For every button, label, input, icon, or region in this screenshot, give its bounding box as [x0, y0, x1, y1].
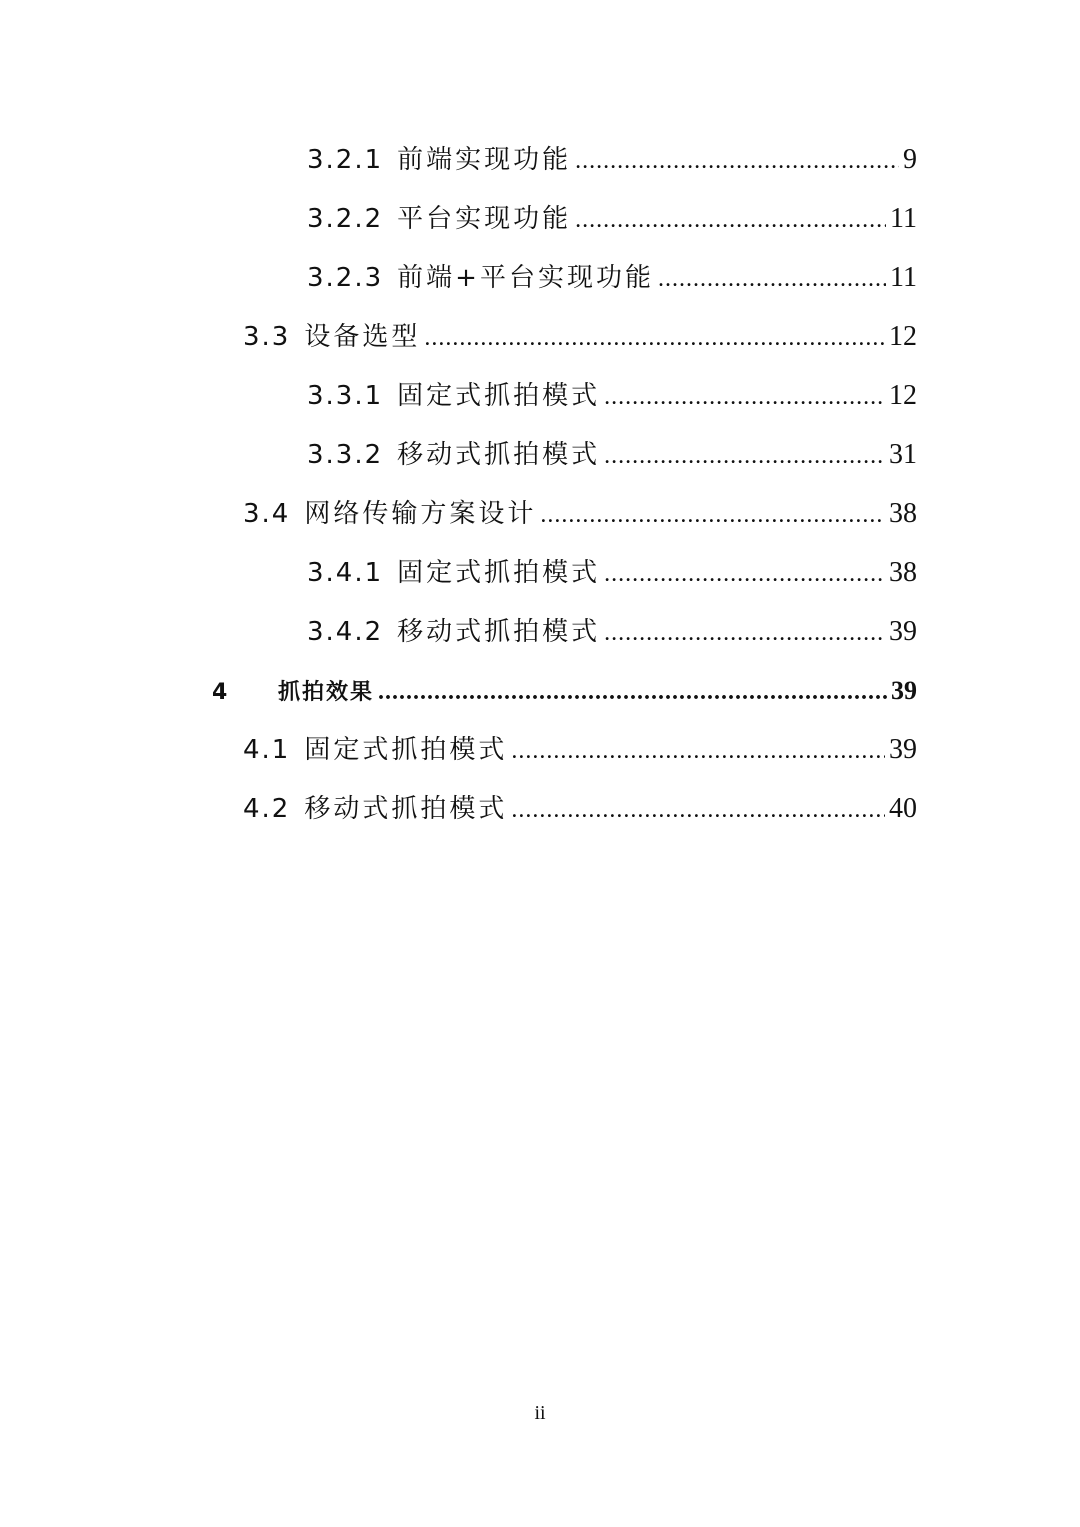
toc-dot-leader — [540, 495, 885, 535]
toc-dot-leader — [378, 672, 887, 712]
toc-entry-number: 4 — [212, 680, 228, 705]
toc-entry-3-4-1 — [307, 553, 917, 593]
toc-entry-page: 40 — [889, 793, 917, 824]
toc-dot-leader — [424, 318, 885, 358]
toc-entry-page: 12 — [889, 321, 917, 352]
toc-entry-title: 平台实现功能 — [397, 204, 572, 234]
toc-dot-leader — [511, 731, 885, 771]
toc-entry-title: 设备选型 — [304, 322, 421, 352]
toc-entry-title: 抓拍效果 — [278, 680, 375, 705]
toc-entry-title: 前端+平台实现功能 — [397, 263, 654, 293]
toc-entry-3-4 — [243, 494, 917, 534]
toc-dot-leader — [604, 436, 885, 476]
toc-entry-page: 12 — [889, 380, 917, 411]
toc-dot-leader — [575, 141, 899, 181]
toc-entry-3-2-1 — [307, 140, 917, 180]
toc-entry-page: 39 — [889, 616, 917, 647]
toc-entry-3-3-1 — [307, 376, 917, 416]
toc-entry-3-3 — [243, 317, 917, 357]
toc-entry-number: 3.4 — [243, 499, 291, 529]
toc-entry-number: 4.1 — [243, 735, 291, 765]
toc-entry-3-3-2 — [307, 435, 917, 475]
toc-dot-leader — [604, 377, 885, 417]
toc-dot-leader — [511, 790, 885, 830]
toc-dot-leader — [575, 200, 886, 240]
toc-entry-title: 移动式抓拍模式 — [397, 440, 601, 470]
page-number: ii — [534, 1402, 546, 1424]
toc-dot-leader — [604, 554, 885, 594]
toc-entry-title: 移动式抓拍模式 — [304, 794, 508, 824]
toc-entry-4-2 — [243, 789, 917, 829]
toc-entry-number: 3.4.1 — [307, 558, 384, 588]
toc-entry-page: 38 — [889, 557, 917, 588]
toc-entry-number: 3.3.2 — [307, 440, 384, 470]
toc-entry-page: 39 — [891, 676, 917, 705]
toc-entry-page: 9 — [903, 144, 917, 175]
toc-dot-leader — [604, 613, 885, 653]
toc-entry-number: 4.2 — [243, 794, 291, 824]
toc-entry-number: 3.2.2 — [307, 204, 384, 234]
toc-entry-3-4-2 — [307, 612, 917, 652]
toc-dot-leader — [658, 259, 886, 299]
toc-entry-title: 固定式抓拍模式 — [397, 381, 601, 411]
toc-entry-title: 固定式抓拍模式 — [304, 735, 508, 765]
toc-entry-page: 38 — [889, 498, 917, 529]
toc-entry-3-2-2 — [307, 199, 917, 239]
toc-entry-title: 固定式抓拍模式 — [397, 558, 601, 588]
toc-entry-number: 3.3 — [243, 322, 291, 352]
toc-entry-number: 3.4.2 — [307, 617, 384, 647]
toc-entry-title: 移动式抓拍模式 — [397, 617, 601, 647]
toc-entry-page: 31 — [889, 439, 917, 470]
toc-entry-page: 39 — [889, 734, 917, 765]
toc-entry-4 — [212, 671, 917, 711]
toc-entry-3-2-3 — [307, 258, 917, 298]
toc-entry-number: 3.2.1 — [307, 145, 384, 175]
toc-entry-number: 3.3.1 — [307, 381, 384, 411]
toc-entry-title: 前端实现功能 — [397, 145, 572, 175]
toc-entry-4-1 — [243, 730, 917, 770]
toc-entry-number: 3.2.3 — [307, 263, 384, 293]
toc-entry-page: 11 — [890, 262, 917, 293]
toc-entry-page: 11 — [890, 203, 917, 234]
toc-entry-title: 网络传输方案设计 — [304, 499, 537, 529]
